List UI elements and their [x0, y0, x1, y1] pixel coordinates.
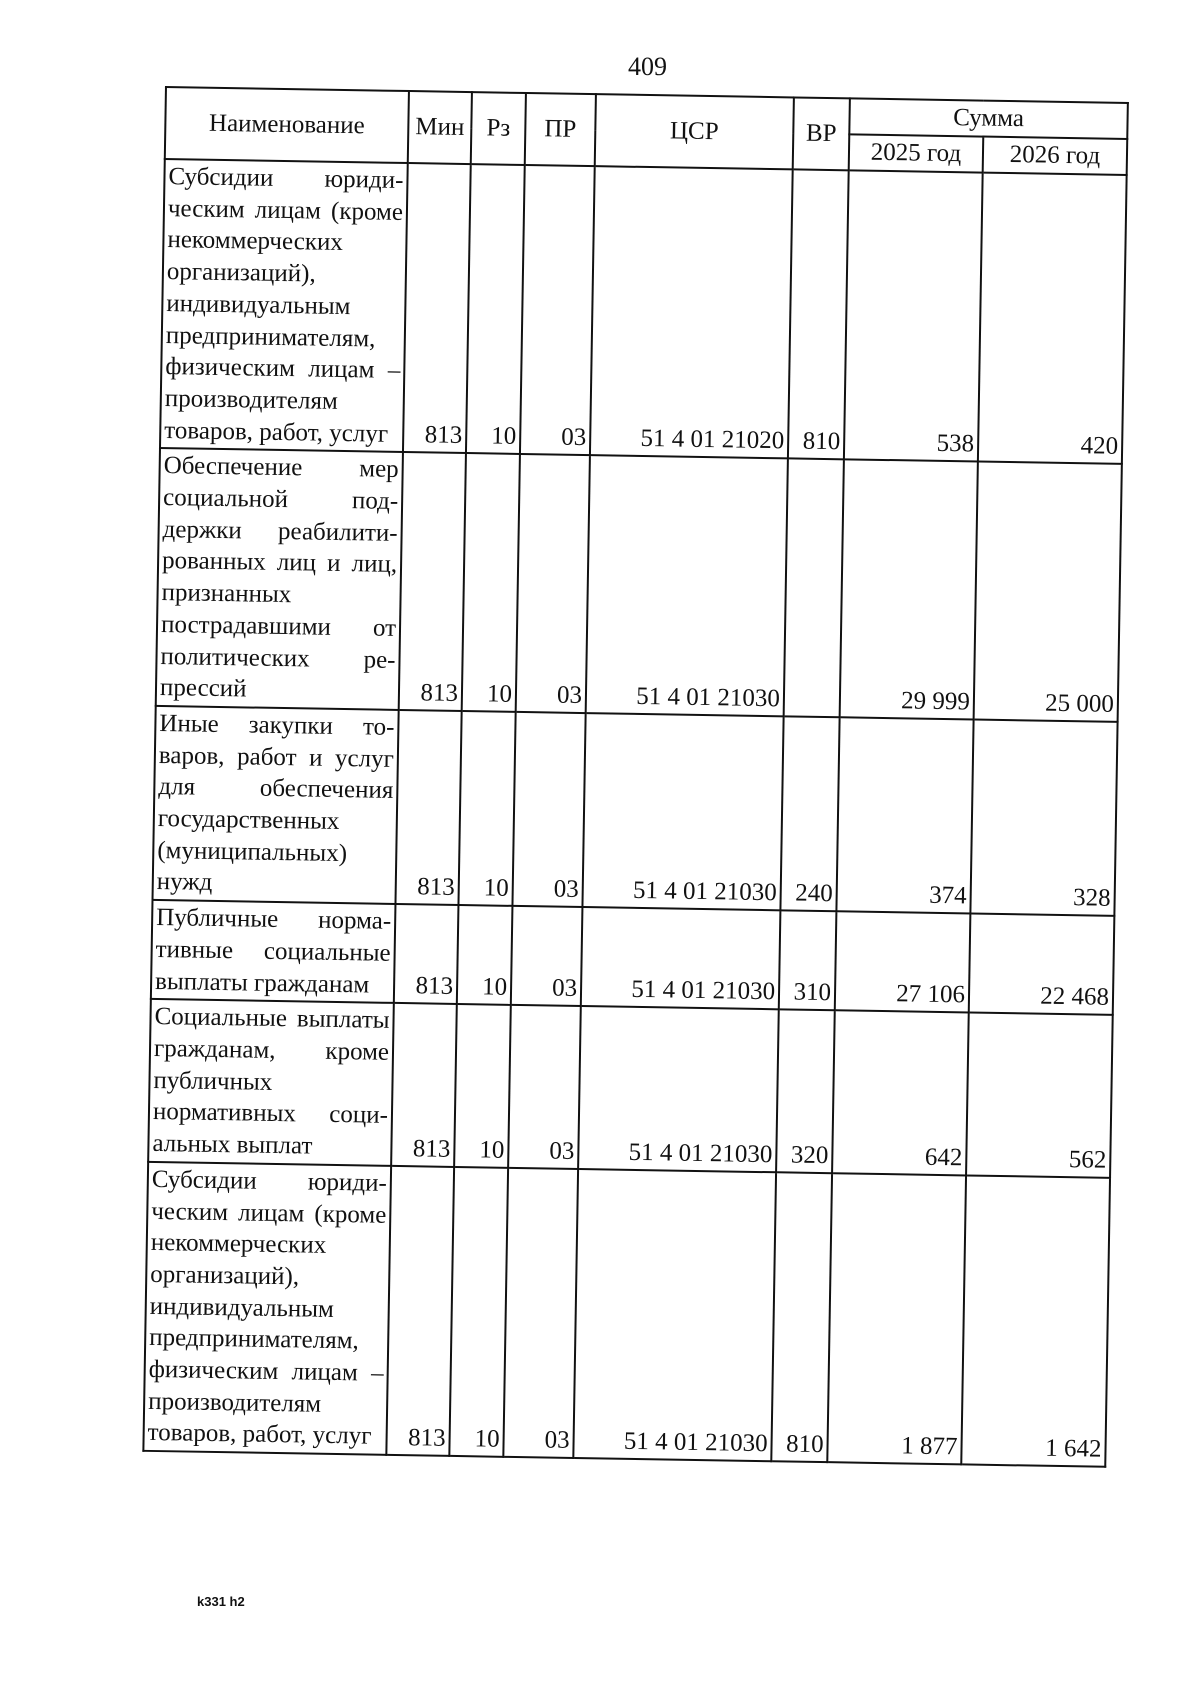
header-csr: ЦСР	[595, 94, 794, 169]
footer-code: k331 h2	[197, 1594, 245, 1609]
row-pr: 03	[516, 454, 590, 713]
page-number: 409	[628, 52, 667, 81]
table-row	[160, 159, 1127, 464]
table-row	[151, 900, 1115, 1015]
row-name: Субсидии юридическим лицам (кроме некоммерческих организаций), индивидуальным предпринимателям, физическим лицам – производителям товаров, работ, услуг	[160, 159, 408, 452]
header-row-top	[165, 87, 1127, 139]
header-name: Наименование	[165, 87, 409, 163]
row-sum-2026: 22 468	[969, 914, 1115, 1015]
table-row	[153, 706, 1118, 916]
row-sum-2025: 27 106	[835, 911, 971, 1012]
row-min: 813	[386, 1166, 454, 1456]
row-csr: 51 4 01 21030	[578, 1006, 779, 1172]
header-pr: ПР	[525, 93, 596, 166]
row-name: Иные закупки товаров, работ и услуг для обеспечения государственных (муниципальных) нужд	[153, 706, 399, 904]
table-row	[148, 999, 1113, 1177]
row-csr: 51 4 01 21030	[573, 1169, 776, 1462]
row-csr: 51 4 01 21030	[581, 907, 781, 1009]
row-vr: 320	[776, 1010, 835, 1173]
row-csr: 51 4 01 21020	[590, 166, 793, 459]
row-sum-2026: 420	[978, 173, 1127, 465]
row-pr: 03	[520, 165, 595, 455]
row-name: Публичные нормативные социальные выплаты гражданам	[151, 900, 396, 1003]
row-min: 813	[403, 163, 471, 453]
row-rz: 10	[466, 164, 525, 454]
row-vr: 240	[780, 716, 839, 911]
row-vr: 310	[779, 910, 837, 1010]
row-min: 813	[399, 452, 466, 711]
header-min: Мин	[408, 91, 472, 164]
row-sum-2025: 1 877	[827, 1173, 966, 1465]
header-year-2025: 2025 год	[849, 134, 984, 172]
header-sum: Сумма	[849, 98, 1128, 139]
row-pr: 03	[512, 712, 585, 907]
row-sum-2025: 642	[832, 1011, 969, 1176]
row-rz: 10	[457, 905, 513, 1005]
table-row	[156, 448, 1122, 722]
row-sum-2026: 1 642	[961, 1175, 1110, 1467]
row-min: 813	[391, 1003, 457, 1167]
row-sum-2025: 374	[836, 717, 973, 913]
row-name: Социальные выплаты гражданам, кроме публичных нормативных социальных выплат	[148, 999, 394, 1166]
row-rz: 10	[449, 1167, 508, 1457]
row-sum-2026: 562	[966, 1013, 1113, 1178]
row-sum-2025: 538	[844, 170, 983, 462]
row-pr: 03	[503, 1168, 578, 1458]
row-vr	[784, 459, 844, 718]
header-vr: ВР	[793, 97, 850, 170]
row-name: Субсидии юридическим лицам (кроме некоммерческих организаций), индивидуальным предпринимателям, физическим лицам – производителям товаров, работ, услуг	[143, 1162, 391, 1455]
row-min: 813	[395, 710, 461, 905]
row-vr: 810	[771, 1172, 832, 1462]
row-min: 813	[394, 904, 459, 1004]
budget-table	[142, 86, 1129, 1468]
table-row	[143, 1162, 1110, 1467]
row-vr: 810	[788, 169, 849, 459]
row-sum-2026: 25 000	[974, 462, 1122, 722]
header-year-2026: 2026 год	[983, 137, 1128, 175]
row-pr: 03	[508, 1005, 581, 1169]
row-rz: 10	[458, 711, 515, 906]
header-rz: Рз	[471, 92, 526, 165]
row-csr: 51 4 01 21030	[586, 455, 788, 716]
row-rz: 10	[454, 1004, 511, 1167]
row-csr: 51 4 01 21030	[582, 713, 783, 910]
row-rz: 10	[462, 453, 520, 711]
row-sum-2026: 328	[970, 719, 1117, 916]
row-pr: 03	[511, 906, 583, 1006]
row-name: Обеспечение мер социальной поддержки реабилитированных лиц и лиц, признанных пострадавшими от политических репрессий	[156, 448, 403, 710]
row-sum-2025: 29 999	[840, 460, 978, 720]
